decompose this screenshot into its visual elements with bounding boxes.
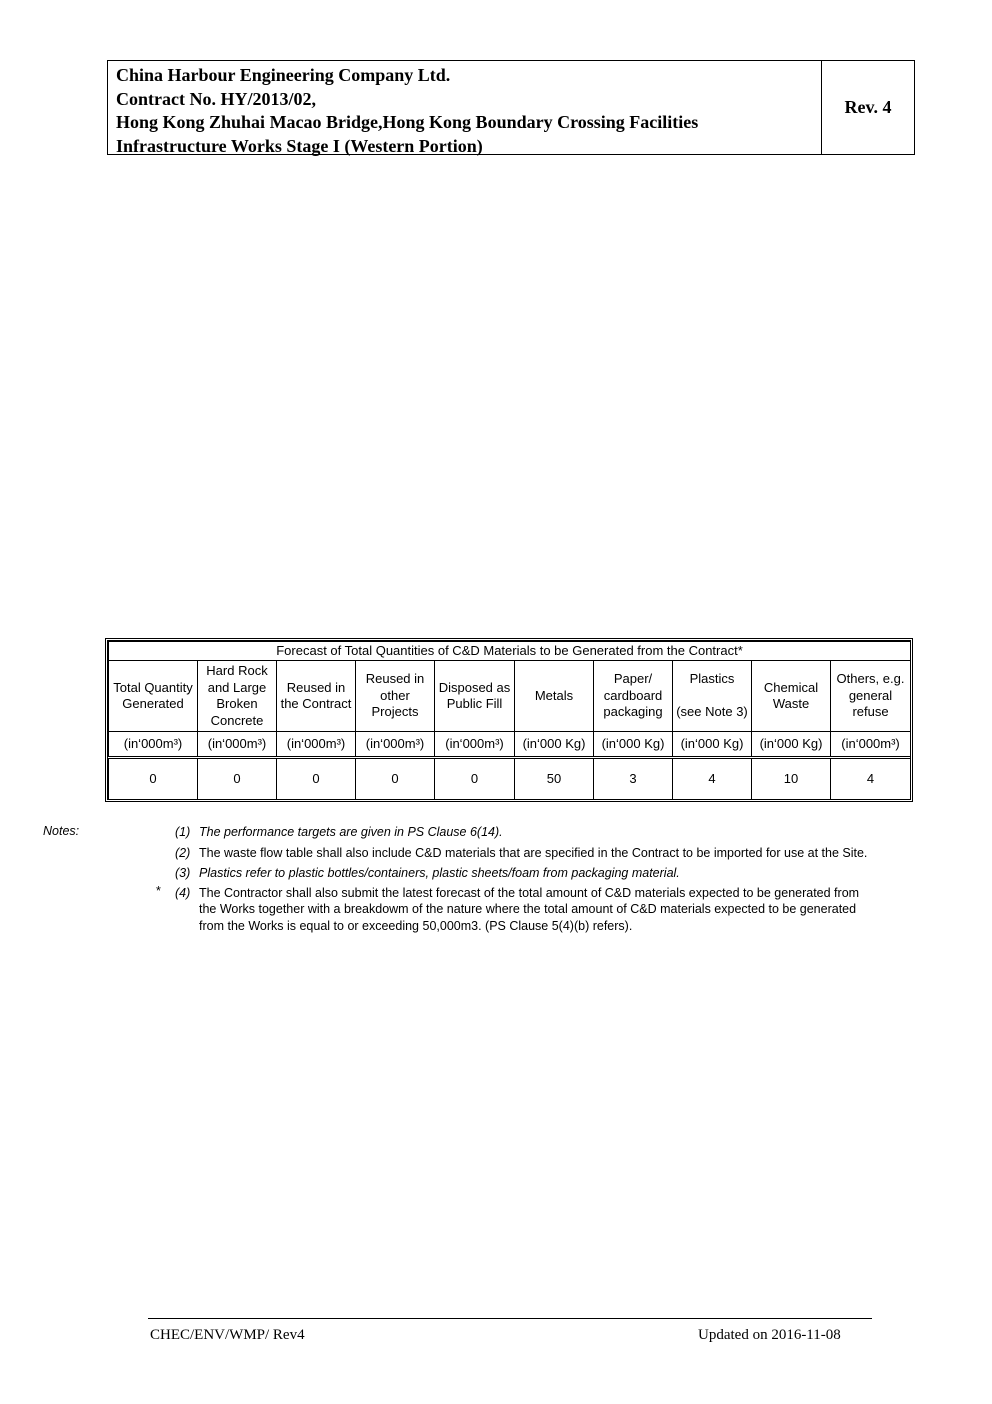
note-4-line-1: The Contractor shall also submit the latest forecast of the total amount of C&D materials expected to be generated from [199, 886, 860, 900]
note-4-text [199, 885, 919, 934]
header-title-block [108, 61, 822, 154]
column-header-5 [515, 661, 594, 732]
column-unit-7: (in‘000 Kg) [673, 732, 752, 758]
note-2-number: (2) [175, 846, 191, 860]
column-unit-4: (in‘000m³) [435, 732, 515, 758]
column-header-0 [109, 661, 198, 732]
column-header-line: (see Note 3) [676, 704, 748, 720]
note-4-line-2: the Works together with a breakdowm of the nature where the total amount of C&D materials expected to be generated [199, 902, 857, 917]
document-header [107, 60, 915, 155]
column-header-6 [594, 661, 673, 732]
cd-forecast-table-frame [105, 638, 913, 802]
column-unit-8: (in‘000 Kg) [752, 732, 831, 758]
note-1-line: The performance targets are given in PS Clause 6(14). [199, 825, 503, 839]
column-value-3: 0 [356, 758, 435, 800]
footer-updated-date: Updated on 2016-11-08 [698, 1327, 841, 1343]
note-1-number: (1) [175, 825, 191, 839]
column-header-line: Chemical [763, 679, 819, 695]
column-value-6: 3 [594, 758, 673, 800]
table-units-row [109, 732, 911, 758]
column-header-line: and Large [207, 679, 267, 695]
header-contract-no: Contract No. HY/2013/02, [116, 88, 316, 109]
table-header-row [109, 661, 911, 732]
column-header-line: Plastics [689, 671, 735, 687]
column-header-line: packaging [603, 704, 663, 720]
note-3-line: Plastics refer to plastic bottles/containers, plastic sheets/foam from packaging material. [199, 866, 680, 880]
column-value-4: 0 [435, 758, 515, 800]
column-header-line: Others, e.g. [836, 671, 905, 687]
column-header-3 [356, 661, 435, 732]
column-value-2: 0 [277, 758, 356, 800]
column-header-line: Reused in [365, 671, 425, 687]
note-3-number: (3) [175, 866, 191, 880]
column-value-7: 4 [673, 758, 752, 800]
column-header-1 [198, 661, 277, 732]
column-unit-2: (in‘000m³) [277, 732, 356, 758]
header-company: China Harbour Engineering Company Ltd. [116, 65, 451, 85]
note-4-line-3: from the Works is equal to or exceeding 50,000m3. (PS Clause 5(4)(b) refers). [199, 918, 633, 933]
note-asterisk: * [156, 884, 161, 898]
column-header-line: Waste [772, 696, 810, 711]
note-1-text [199, 824, 919, 840]
column-header-line: the Contract [280, 696, 352, 711]
cd-forecast-table [108, 641, 911, 800]
column-header-line: Total Quantity [113, 679, 193, 695]
column-header-line: Metals [534, 687, 574, 703]
column-value-1: 0 [198, 758, 277, 800]
column-header-line: Concrete [210, 712, 264, 728]
column-unit-6: (in‘000 Kg) [594, 732, 673, 758]
column-header-line: other [380, 687, 410, 703]
column-header-8 [752, 661, 831, 732]
column-header-line: Broken [216, 696, 258, 711]
column-header-4 [435, 661, 515, 732]
column-header-line: Disposed as [438, 679, 511, 695]
note-2-text [199, 845, 919, 861]
column-header-7 [673, 661, 752, 732]
column-header-9 [831, 661, 911, 732]
column-unit-3: (in‘000m³) [356, 732, 435, 758]
column-unit-1: (in‘000m³) [198, 732, 277, 758]
column-unit-0: (in‘000m³) [109, 732, 198, 758]
column-value-0: 0 [109, 758, 198, 800]
column-header-line: cardboard [603, 687, 663, 703]
column-value-9: 4 [831, 758, 911, 800]
table-title: Forecast of Total Quantities of C&D Materials to be Generated from the Contract* [109, 642, 911, 661]
column-header-line: Projects [371, 704, 419, 720]
column-header-line: refuse [852, 704, 889, 720]
column-header-line: Hard Rock [206, 663, 268, 678]
column-header-line: Paper/ [613, 671, 653, 687]
note-4-number: (4) [175, 886, 191, 900]
column-unit-9: (in‘000m³) [831, 732, 911, 758]
table-values-row [109, 758, 911, 800]
note-3-text [199, 865, 919, 881]
column-unit-5: (in‘000 Kg) [515, 732, 594, 758]
footer-document-ref: CHEC/ENV/WMP/ Rev4 [150, 1327, 305, 1343]
note-2-line: The waste flow table shall also include C&D materials that are specified in the Contract to be imported for use at the Site. [199, 846, 868, 860]
column-header-line: Public Fill [446, 696, 503, 711]
header-revision: Rev. 4 [844, 97, 892, 117]
column-header-line: Reused in [286, 679, 346, 695]
footer-rule [148, 1318, 872, 1319]
column-header-line [674, 688, 750, 705]
column-header-line: Generated [122, 696, 184, 711]
column-value-8: 10 [752, 758, 831, 800]
column-value-5: 50 [515, 758, 594, 800]
header-project-line-2: Infrastructure Works Stage I (Western Portion) [116, 135, 483, 156]
header-project-line-1: Hong Kong Zhuhai Macao Bridge,Hong Kong Boundary Crossing Facilities [116, 112, 699, 132]
column-header-line: general [848, 687, 893, 703]
notes-label: Notes: [43, 824, 80, 838]
column-header-2 [277, 661, 356, 732]
